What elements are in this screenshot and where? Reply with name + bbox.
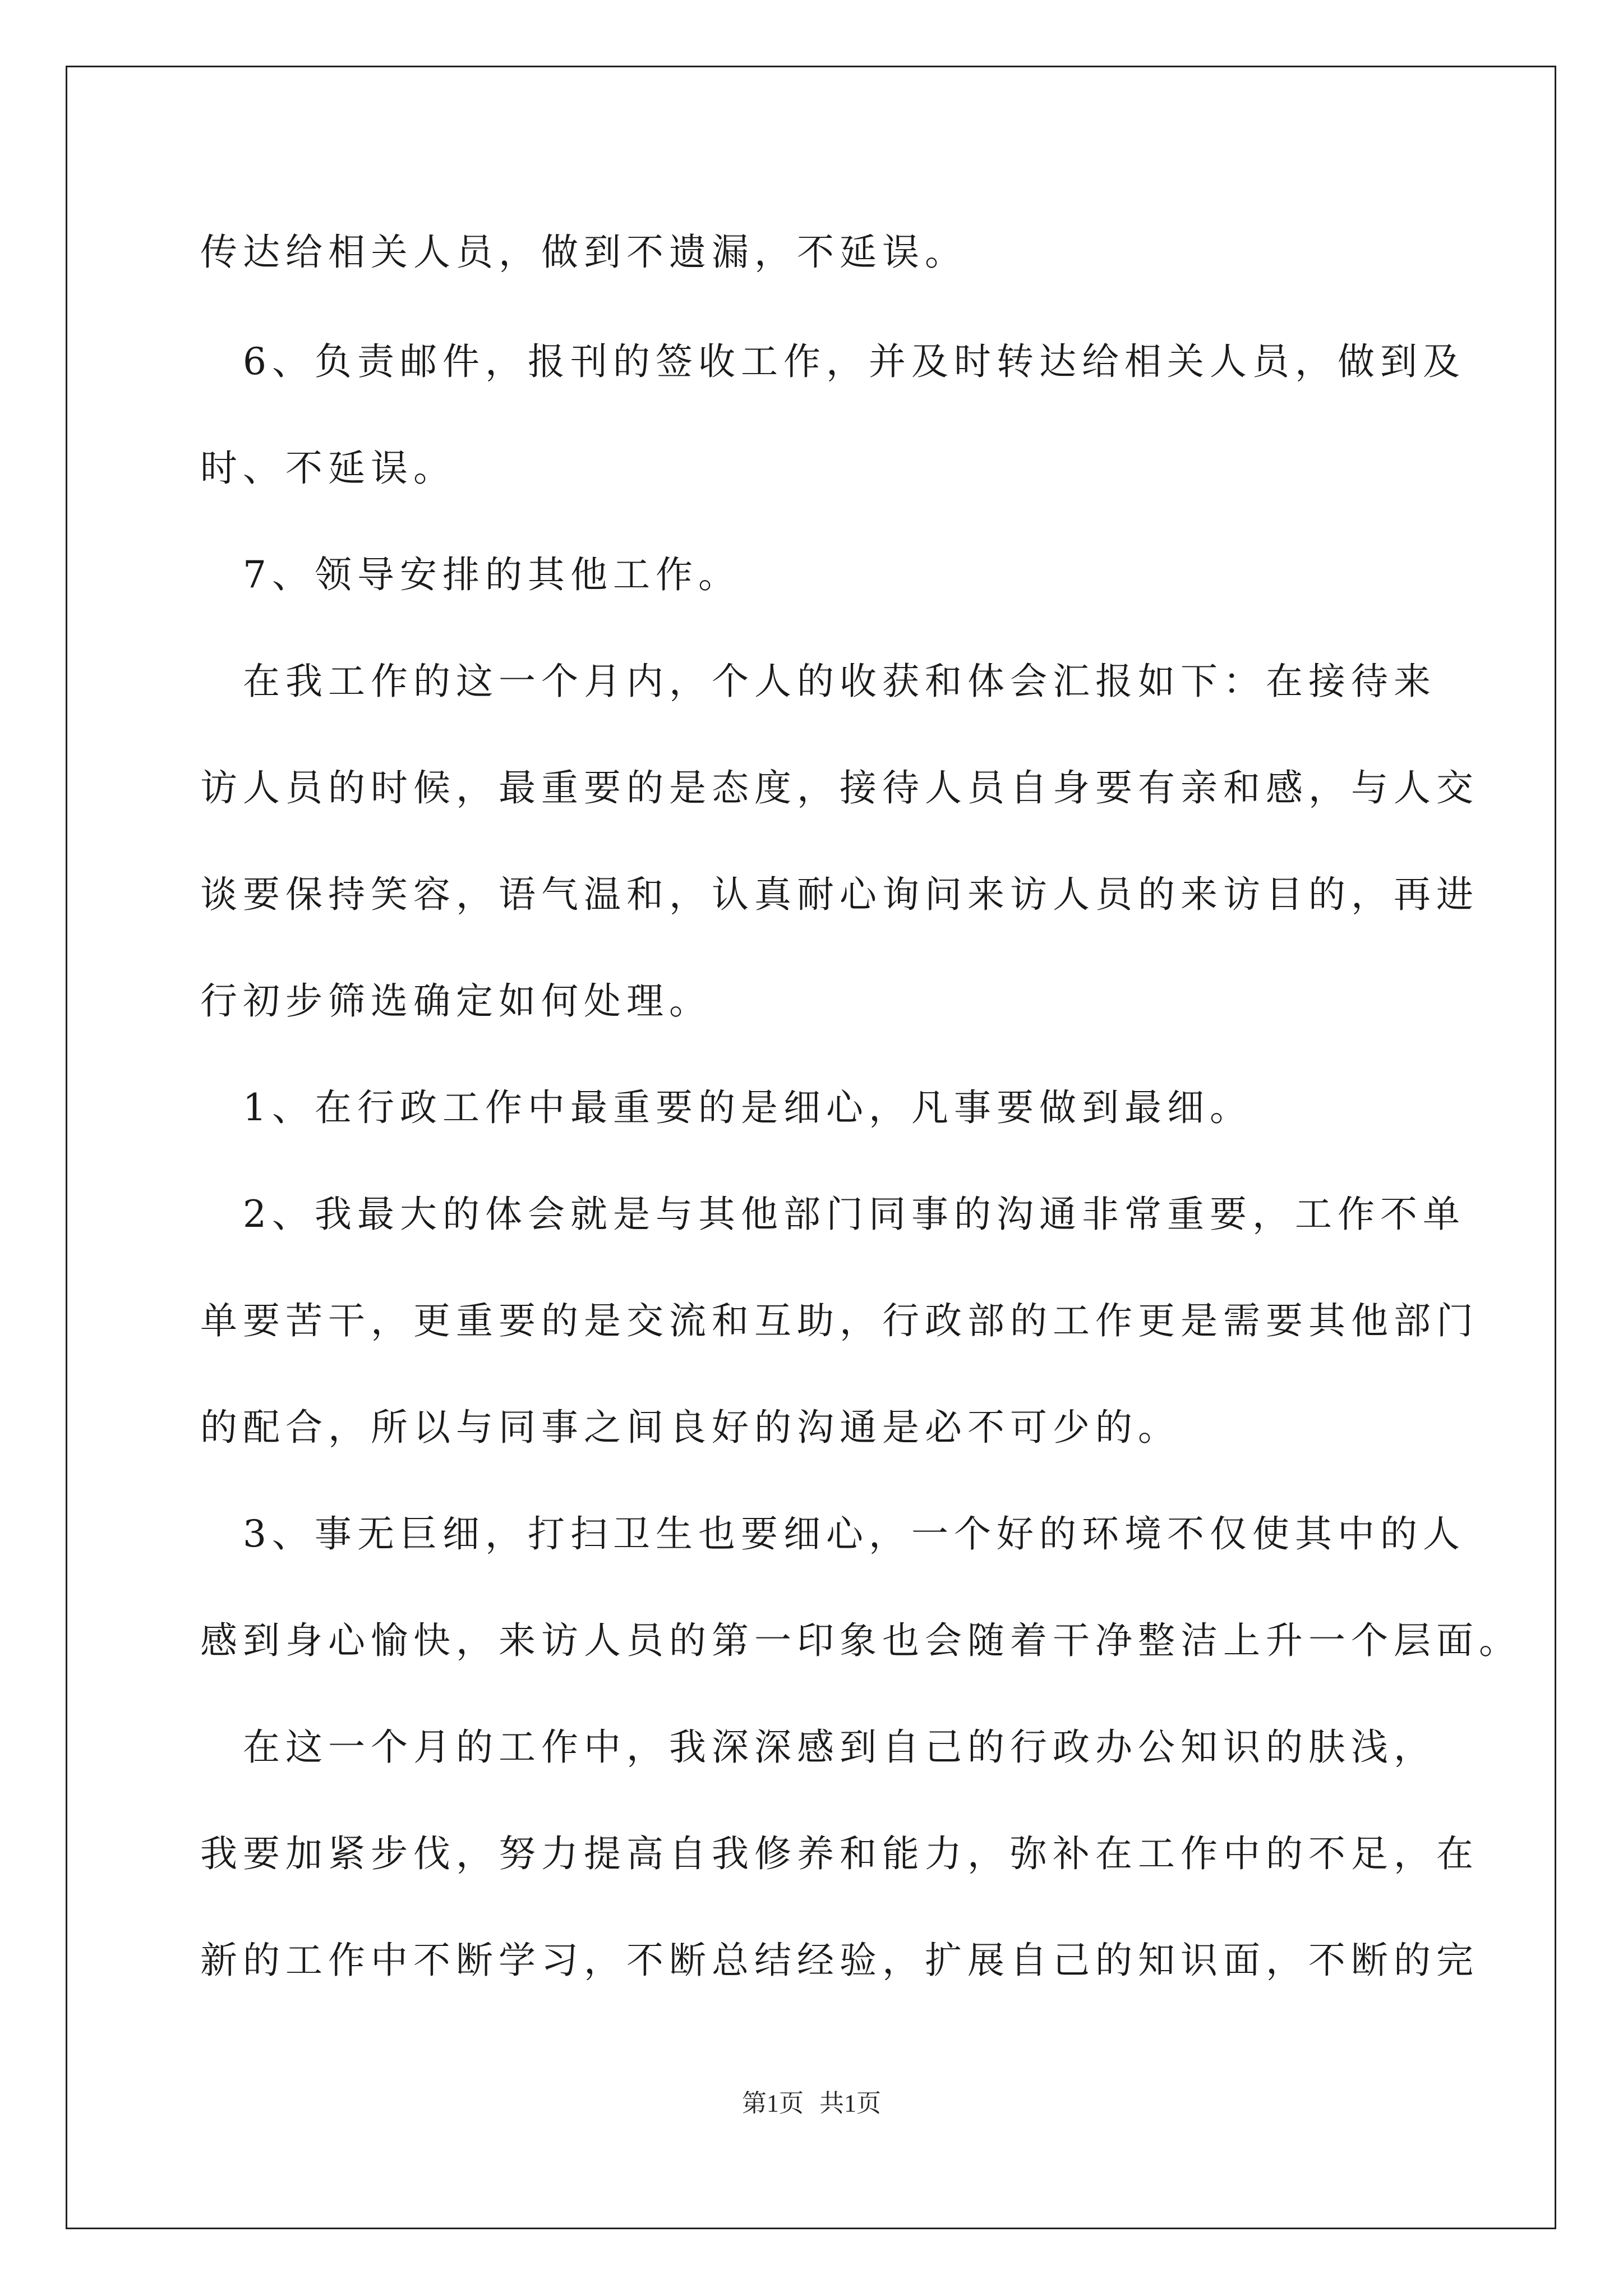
body-text-line: 1、在行政工作中最重要的是细心，凡事要做到最细。 [200, 1086, 1252, 1129]
body-text-line: 3、事无巨细，打扫卫生也要细心，一个好的环境不仅使其中的人 [200, 1512, 1465, 1556]
body-text-line: 我要加紧步伐，努力提高自我修养和能力，弥补在工作中的不足，在 [200, 1832, 1479, 1875]
body-text-line: 2、我最大的体会就是与其他部门同事的沟通非常重要，工作不单 [200, 1193, 1465, 1236]
body-text-line: 谈要保持笑容，语气温和，认真耐心询问来访人员的来访目的，再进 [200, 873, 1479, 916]
page-border [66, 66, 1556, 2229]
page-footer [0, 2087, 1623, 2120]
body-text-line: 感到身心愉快，来访人员的第一印象也会随着干净整洁上升一个层面。 [200, 1619, 1521, 1662]
page-number: 第1页 [742, 2090, 804, 2117]
body-text-line: 行初步筛选确定如何处理。 [200, 979, 712, 1023]
body-text-line: 传达给相关人员，做到不遗漏，不延误。 [200, 231, 967, 274]
body-text-line: 访人员的时候，最重要的是态度，接待人员自身要有亲和感，与人交 [200, 766, 1479, 809]
body-text-line: 时、不延误。 [200, 447, 456, 490]
body-text-line: 在我工作的这一个月内，个人的收获和体会汇报如下：在接待来 [200, 660, 1436, 703]
body-text-line: 的配合，所以与同事之间良好的沟通是必不可少的。 [200, 1406, 1181, 1449]
body-text-line: 在这一个月的工作中，我深深感到自己的行政办公知识的肤浅， [200, 1726, 1436, 1769]
body-text-line: 6、负责邮件，报刊的签收工作，并及时转达给相关人员，做到及 [200, 340, 1465, 383]
body-text-line: 7、领导安排的其他工作。 [200, 553, 741, 596]
body-text-line: 新的工作中不断学习，不断总结经验，扩展自己的知识面，不断的完 [200, 1939, 1479, 1982]
page-total: 共1页 [819, 2090, 881, 2117]
body-text-line: 单要苦干，更重要的是交流和互助，行政部的工作更是需要其他部门 [200, 1299, 1479, 1342]
